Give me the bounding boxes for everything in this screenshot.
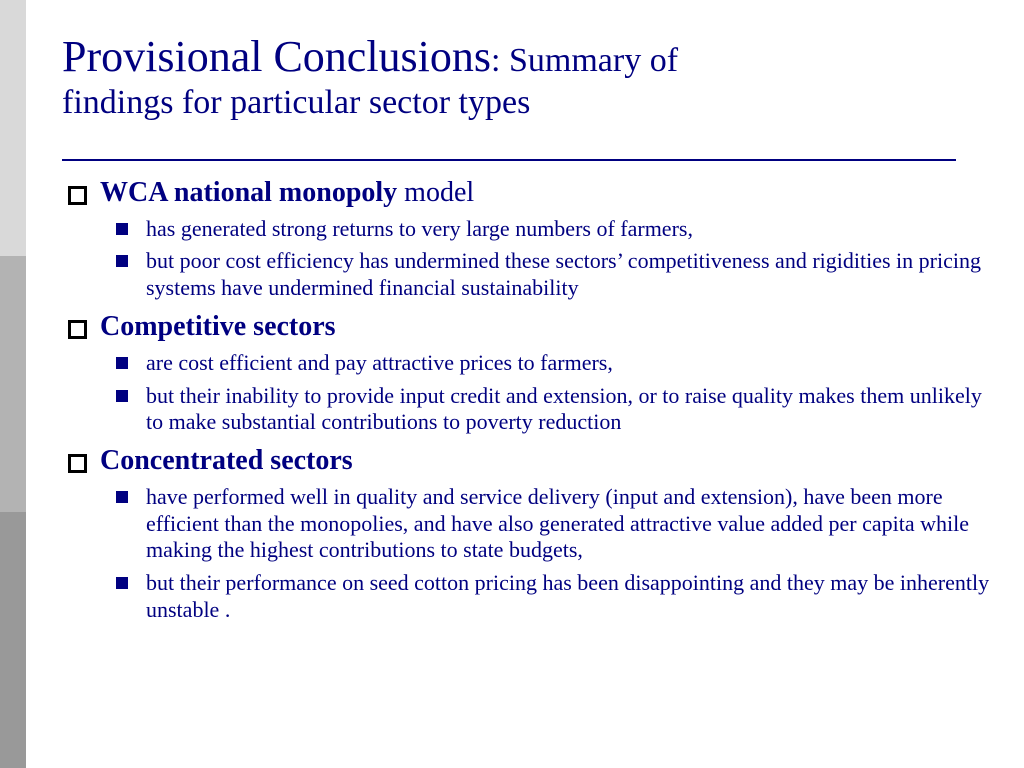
bullet-list-concentrated — [68, 484, 998, 624]
section-heading-rest: model — [397, 177, 475, 208]
bullet-text: have performed well in quality and service delivery (input and extension), have been more efficient than the monopolies, and have also generated attractive value added per capita while making the highest contributions to state budgets, — [146, 483, 970, 563]
list-item — [68, 484, 998, 564]
title-divider — [62, 159, 956, 161]
list-item — [68, 216, 998, 243]
section-heading-bold: Competitive sectors — [100, 311, 336, 343]
bullet-text: but their performance on seed cotton pricing has been disappointing and they may be inherently unstable . — [146, 570, 990, 623]
section-heading-monopoly — [68, 176, 998, 210]
hollow-square-bullet-icon — [68, 186, 87, 205]
section-heading-competitive — [68, 310, 998, 344]
bullet-list-monopoly — [68, 216, 998, 302]
slide-body — [68, 176, 998, 632]
list-item — [68, 350, 998, 377]
bullet-list-competitive — [68, 350, 998, 436]
sidebar-band-light — [0, 0, 26, 256]
section-heading-concentrated — [68, 444, 998, 478]
hollow-square-bullet-icon — [68, 454, 87, 473]
filled-square-bullet-icon — [116, 255, 128, 267]
title-sub-line2: findings for particular sector types — [62, 83, 531, 121]
title-main: Provisional Conclusions — [62, 32, 492, 81]
title-sub-line1: Summary of — [500, 42, 679, 79]
filled-square-bullet-icon — [116, 577, 128, 589]
title-colon: : — [491, 42, 501, 79]
bullet-text: are cost efficient and pay attractive prices to farmers, — [146, 349, 613, 375]
filled-square-bullet-icon — [116, 223, 128, 235]
hollow-square-bullet-icon — [68, 320, 87, 339]
sidebar-band-mid — [0, 256, 26, 512]
filled-square-bullet-icon — [116, 390, 128, 402]
slide-title — [62, 32, 962, 122]
filled-square-bullet-icon — [116, 491, 128, 503]
filled-square-bullet-icon — [116, 357, 128, 369]
section-heading-bold: WCA national monopoly — [100, 177, 398, 208]
sidebar-gradient — [0, 0, 26, 768]
sidebar-band-dark — [0, 512, 26, 768]
bullet-text: but poor cost efficiency has undermined these sectors’ competitiveness and rigidities in pricing systems have undermined financial sustainability — [146, 248, 981, 301]
list-item — [68, 248, 998, 302]
section-heading-bold: Concentrated sectors — [100, 445, 353, 477]
list-item — [68, 383, 998, 437]
list-item — [68, 570, 998, 624]
bullet-text: has generated strong returns to very large numbers of farmers, — [146, 215, 693, 241]
bullet-text: but their inability to provide input credit and extension, or to raise quality makes them unlikely to make substantial contributions to poverty reduction — [146, 382, 982, 435]
